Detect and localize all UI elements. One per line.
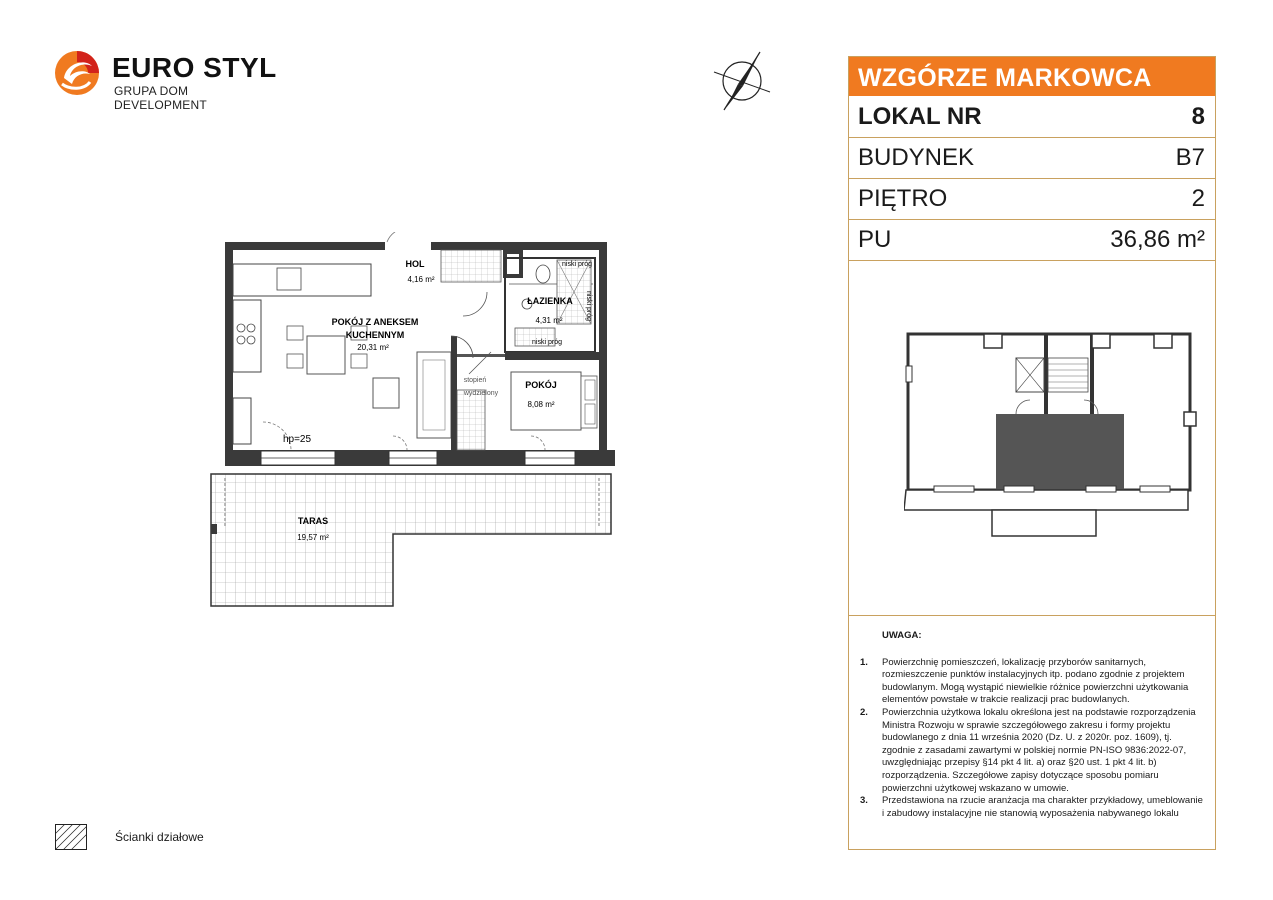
row-lokal-value: 8 <box>1191 103 1205 130</box>
note-text: Powierzchnię pomieszczeń, lokalizację przyborów sanitarnych, rozmieszczenie punktów instalacyjnych itp. podano zgodnie z projektem budowlanym. Mogą wystąpić niewielkie różnice powierzchni użytkowania elementów powstałe w trakcie realizacji prac budowlanych. <box>882 656 1189 706</box>
room-area-pokoj: 8,08 m² <box>527 400 555 409</box>
row-pietro <box>849 179 1215 220</box>
label-wydzielony: wydzielony <box>463 390 499 397</box>
row-pu-label: PU <box>858 226 892 253</box>
row-pu <box>849 220 1215 261</box>
room-name-pokoj: POKÓJ <box>525 380 557 390</box>
north-arrow-icon <box>712 50 772 112</box>
notes-section <box>858 630 1204 820</box>
legend <box>55 822 235 852</box>
hatch-swatch-icon <box>55 824 87 850</box>
note-item <box>858 657 1204 707</box>
label-niski-prog-2: niski próg <box>585 291 592 321</box>
legend-label: Ścianki działowe <box>115 830 204 844</box>
row-budynek-value: B7 <box>1175 144 1205 171</box>
brand-subtitle: GRUPA DOM DEVELOPMENT <box>114 84 207 112</box>
note-text: Powierzchnia użytkowa lokalu określona jest na podstawie rozporządzenia Ministra Rozwoju w sprawie szczegółowego zakresu i formy projektu budowlanego z dnia 11 września 2020 (Dz. U. z 2020r. poz. 1609), tj. zgodnie z zasadami zawartymi w polskiej normie PN-ISO 9836:2022-07, uwzględniając przepisy §14 pkt 4 lit. a) oraz §20 ust. 1 pkt 4 lit. b) rozporządzenia. Szczegółowe zapisy dotyczące sposobu pomiaru powierzchni użytkowej wskazano w umowie. <box>882 706 1196 794</box>
room-name-lazienka: ŁAZIENKA <box>527 296 573 306</box>
room-area-taras: 19,57 m² <box>297 533 329 542</box>
room-area-lazienka: 4,31 m² <box>535 316 563 325</box>
note-number: 1. <box>860 656 868 668</box>
row-pietro-label: PIĘTRO <box>858 185 948 212</box>
label-hp: hp=25 <box>282 434 312 445</box>
note-number: 3. <box>860 795 868 807</box>
label-niski-prog-3: niski próg <box>532 339 562 346</box>
note-item <box>858 707 1204 795</box>
notes-divider <box>849 615 1215 616</box>
floor-plan <box>205 232 625 616</box>
room-name-hol: HOL <box>405 259 425 269</box>
note-number: 2. <box>860 706 868 718</box>
row-budynek <box>849 138 1215 179</box>
label-stopien: stopień <box>463 377 487 384</box>
note-item <box>858 795 1204 820</box>
room-area-hol: 4,16 m² <box>407 275 435 284</box>
note-text: Przedstawiona na rzucie aranżacja ma charakter przykładowy, umeblowanie i zabudowy instalacyjne nie stanowią wyposażenia nabywanego lokalu <box>882 795 1203 819</box>
row-lokal <box>849 97 1215 138</box>
room-name-salon: POKÓJ Z ANEKSEM <box>331 317 419 327</box>
row-lokal-label: LOKAL NR <box>858 103 982 130</box>
brand-name: EURO STYL <box>112 52 277 83</box>
room-name-taras: TARAS <box>297 516 329 526</box>
row-pu-value: 36,86 m² <box>1110 226 1205 253</box>
room-area-salon: 20,31 m² <box>357 343 389 352</box>
investment-name: WZGÓRZE MARKOWCA <box>858 64 1152 92</box>
euro-styl-logo-icon <box>54 50 100 96</box>
brand-logo <box>54 50 284 112</box>
notes-heading: UWAGA: <box>882 630 922 641</box>
row-budynek-label: BUDYNEK <box>858 144 975 171</box>
room-name-salon-2: KUCHENNYM <box>345 330 405 340</box>
label-niski-prog-1: niski próg <box>562 261 592 268</box>
key-plan <box>904 330 1204 540</box>
row-pietro-value: 2 <box>1191 185 1205 212</box>
panel-title-bar <box>849 57 1215 96</box>
